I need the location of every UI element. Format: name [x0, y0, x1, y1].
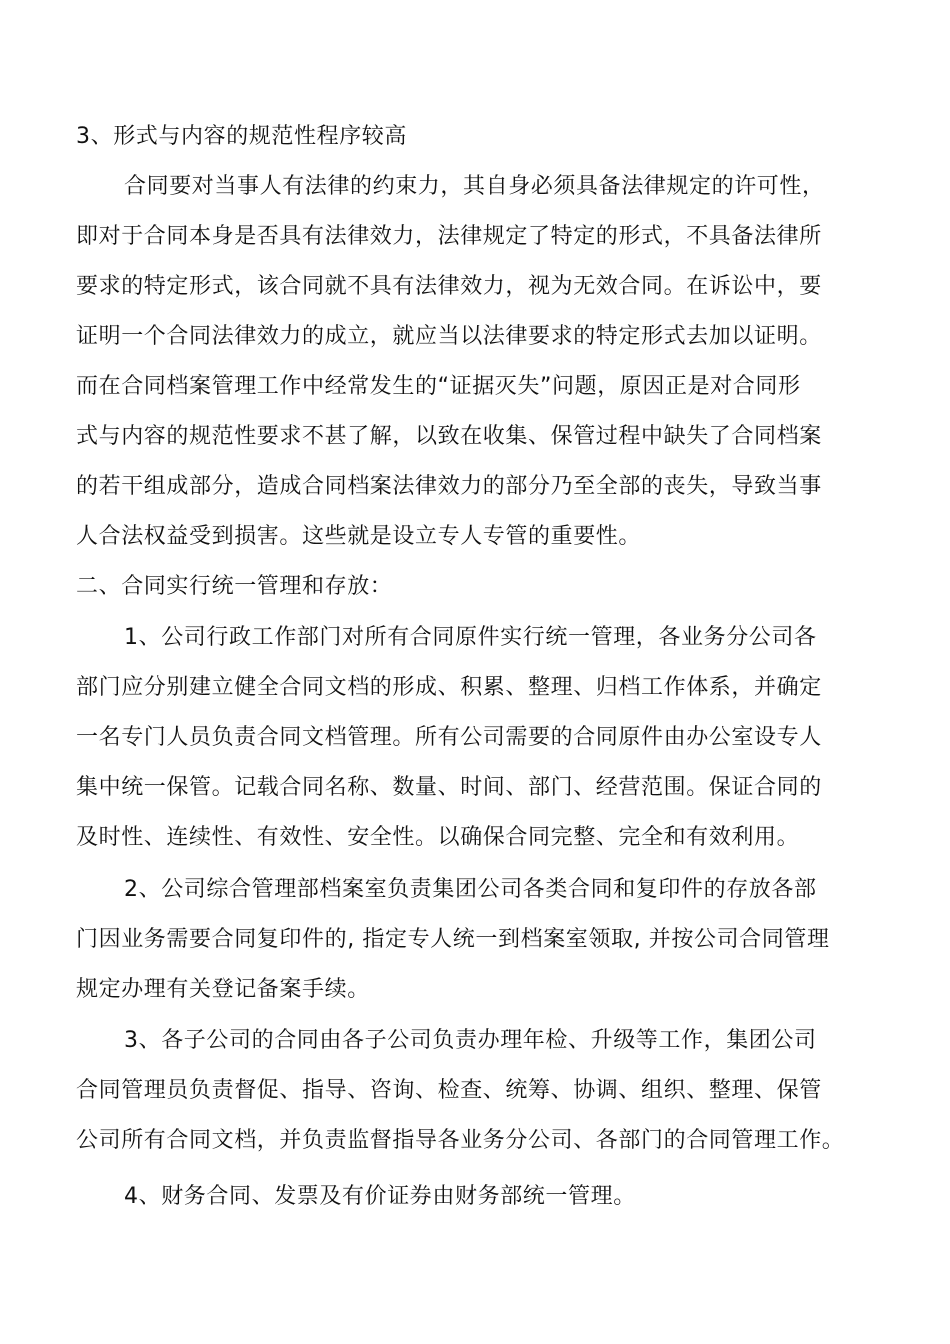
item-1-line: 一名专门人员负责合同文档管理。所有公司需要的合同原件由办公室设专人: [76, 725, 822, 750]
paragraph-line: 证明一个合同法律效力的成立，就应当以法律要求的特定形式去加以证明。: [76, 324, 822, 349]
item-3-line: 公司所有合同文档，并负责监督指导各业务分公司、各部门的合同管理工作。: [76, 1128, 845, 1153]
item-1-line: 部门应分别建立健全合同文档的形成、积累、整理、归档工作体系，并确定: [76, 675, 822, 700]
section-3-heading: 3、形式与内容的规范性程序较高: [76, 124, 407, 149]
item-2-line: 规定办理有关登记备案手续。: [76, 977, 370, 1002]
paragraph-line: 要求的特定形式，该合同就不具有法律效力，视为无效合同。在诉讼中，要: [76, 274, 822, 299]
item-3-line: 合同管理员负责督促、指导、咨询、检查、统筹、协调、组织、整理、保管: [76, 1078, 822, 1103]
paragraph-line: 而在合同档案管理工作中经常发生的“证据灭失”问题，原因正是对合同形: [76, 374, 801, 399]
paragraph-line: 即对于合同本身是否具有法律效力，法律规定了特定的形式，不具备法律所: [76, 224, 822, 249]
item-2-line: 2、公司综合管理部档案室负责集团公司各类合同和复印件的存放各部: [124, 877, 817, 902]
paragraph-line: 合同要对当事人有法律的约束力，其自身必须具备法律规定的许可性，: [124, 174, 825, 199]
paragraph-line: 式与内容的规范性要求不甚了解，以致在收集、保管过程中缺失了合同档案: [76, 424, 822, 449]
section-two-heading: 二、合同实行统一管理和存放：: [76, 574, 393, 599]
item-4-line: 4、财务合同、发票及有价证券由财务部统一管理。: [124, 1184, 636, 1209]
item-1-line: 集中统一保管。记载合同名称、数量、时间、部门、经营范围。保证合同的: [76, 775, 822, 800]
item-1-line: 1、公司行政工作部门对所有合同原件实行统一管理，各业务分公司各: [124, 625, 817, 650]
item-2-line: 门因业务需要合同复印件的, 指定专人统一到档案室领取, 并按公司合同管理: [76, 927, 830, 952]
paragraph-line: 的若干组成部分，造成合同档案法律效力的部分乃至全部的丧失，导致当事: [76, 474, 822, 499]
item-3-line: 3、各子公司的合同由各子公司负责办理年检、升级等工作，集团公司: [124, 1028, 817, 1053]
paragraph-line: 人合法权益受到损害。这些就是设立专人专管的重要性。: [76, 524, 642, 549]
item-1-line: 及时性、连续性、有效性、安全性。以确保合同完整、完全和有效利用。: [76, 825, 800, 850]
